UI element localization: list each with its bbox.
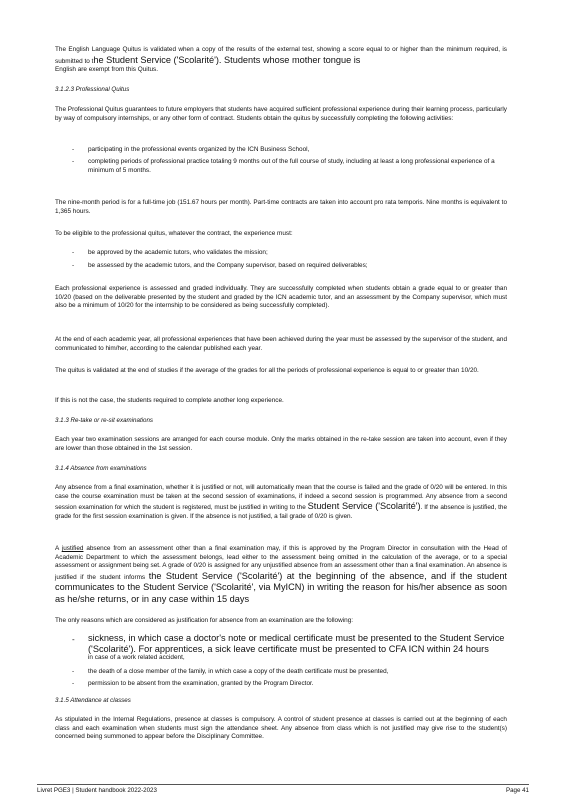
list-item [72,158,502,175]
justified-paragraph [55,545,507,606]
list-item-subtext: in case of a work related accident, [88,654,185,661]
quitus-validated-paragraph: The quitus is validated at the end of studies if the average of the grades for all the periods of professional experience is equal to or greater than 10/20. [55,367,479,374]
only-reasons-paragraph: The only reasons which are considered as justification for absence from an examination are the following: [55,617,354,624]
section-heading-313: 3.1.3 Re-take or re-sit examinations [55,417,154,424]
nine-month-paragraph: The nine-month period is for a full-time job (151.67 hours per month). Part-time contracts are taken into account pro rata temporis. Nine months is equivalent to 1,365 hours. [55,199,507,215]
english-quitus-text-1: The English Language Quitus is validated when a copy of the results of the external test, showing a score equal to or higher than the minimum required, is submitted to t [55,46,507,65]
list-item-text: be assessed by the academic tutors, and the Company supervisor, based on required deliverables; [88,262,368,269]
list-item [72,680,502,689]
list-item [72,249,502,258]
absence-text-3: . If the absence is justified, the grade for the first session examination is given. If the absence is not justified, a fail grade of 0/20 is given. [55,504,507,520]
list-item-text: be approved by the academic tutors, who validates the mission; [88,249,268,256]
justified-lead: A [55,545,59,552]
list-item-text: participating in the professional events organized by the ICN Business School, [88,146,310,153]
bullet-dash-icon: - [72,635,75,644]
footer-divider [37,784,529,785]
english-quitus-text-2: he Student Service ('Scolarité'). Students whose mother tongue is [93,54,361,65]
footer-handbook-label: Livret PGE3 | Student handbook 2022-2023 [37,787,157,794]
list-item-text: sickness, in which case a doctor's note or medical certificate must be presented to the Student Service ('Scolarité'). For apprentices, a sick leave certificate must be presented to CFA ICN within 24 hours [88,633,505,654]
bullet-dash-icon: - [72,146,75,153]
list-item [72,146,502,155]
end-of-year-paragraph: At the end of each academic year, all professional experiences that have been achieved during the year must be assessed by the supervisor of the student, and communicated to him/her, according to the calendar published each year. [55,336,507,352]
if-not-case-paragraph: If this is not the case, the students required to complete another long experience. [55,397,284,404]
section-heading-3123: 3.1.2.3 Professional Quitus [55,86,130,93]
bullet-dash-icon: - [72,680,75,687]
bullet-dash-icon: - [72,249,75,256]
justified-text: absence from an assessment other than a final examination may, if this is approved by the Program Director in consultation with the Head of Academic Department to which the assessment belongs, lead either to the assessment being omitted in the calculation of the average, or to a special assessment or assignment being set. A grade of 0/20 is assigned for any unjustified absence from an assessment other than a final examination. An absence is justified if the student informs [55,545,507,581]
list-item [72,668,502,677]
each-experience-paragraph: Each professional experience is assessed and graded individually. They are successfully completed when students obtain a grade equal to or greater than 10/20 (based on the deliverable presented by the student and graded by the ICN academic tutor, and an assessment by the Company supervisor, which must also be a minimum of 10/20 for the internship to be considered as being successfully completed). [55,285,507,310]
professional-quitus-paragraph: The Professional Quitus guarantees to future employers that students have acquired sufficient professional experience during their learning process, particularly by way of compulsory internships, or any other form of contract. Students obtain the quitus by successfully completing the following activities: [55,106,507,122]
list-item [72,262,502,271]
bullet-dash-icon: - [72,158,75,165]
bullet-dash-icon: - [72,262,75,269]
justified-large-text: the Student Service ('Scolarité') at the beginning of the absence, and if the student communicates to the Student Service ('Scolarité', via MyICN) in writing the reason for his/her absence as soon as he/she returns, or in any case within 15 days [55,570,507,604]
list-item-text: completing periods of professional practice totaling 9 months out of the full course of study, including at least a long professional experience of a minimum of 5 months. [88,158,495,174]
absence-text-2: Student Service ('Scolarité') [307,501,421,512]
attendance-paragraph: As stipulated in the Internal Regulations, presence at classes is compulsory. A control of student presence at classes is carried out at the beginning of each class and each examination when students must sign the attendance sheet. Any absence from class which is not justified may give rise to the student(s) concerned being summoned to appear before the Disciplinary Committee. [55,716,507,741]
list-item [72,633,512,663]
list-item-text: the death of a close member of the family, in which case a copy of the death certificate must be presented, [88,668,389,675]
section-heading-315: 3.1.5 Attendance at classes [55,697,131,704]
section-heading-314: 3.1.4 Absence from examinations [55,465,147,472]
page-number: Page 41 [505,787,529,794]
absence-text-1: Any absence from a final examination, whether it is justified or not, will automatically mean that the course is failed and the grade of 0/20 will be entered. In this case the course examination must be taken at the second session of examinations, if indeed a second session is programmed. Any absence from a second session examination for which the student is registered, must be justified in writing to the [55,484,507,512]
bullet-dash-icon: - [72,668,75,675]
absence-paragraph [55,484,507,521]
eligible-paragraph: To be eligible to the professional quitus, whatever the contract, the experience must: [55,230,293,237]
justified-underlined-word: justified [61,545,84,552]
english-quitus-text-3: English are exempt from this Quitus. [55,66,159,74]
english-quitus-paragraph [55,46,507,75]
retake-paragraph: Each year two examination sessions are arranged for each course module. Only the marks obtained in the re-take session are taken into account, even if they are lower than those obtained in the 1st session. [55,436,507,452]
list-item-text: permission to be absent from the examination, granted by the Program Director. [88,680,314,687]
